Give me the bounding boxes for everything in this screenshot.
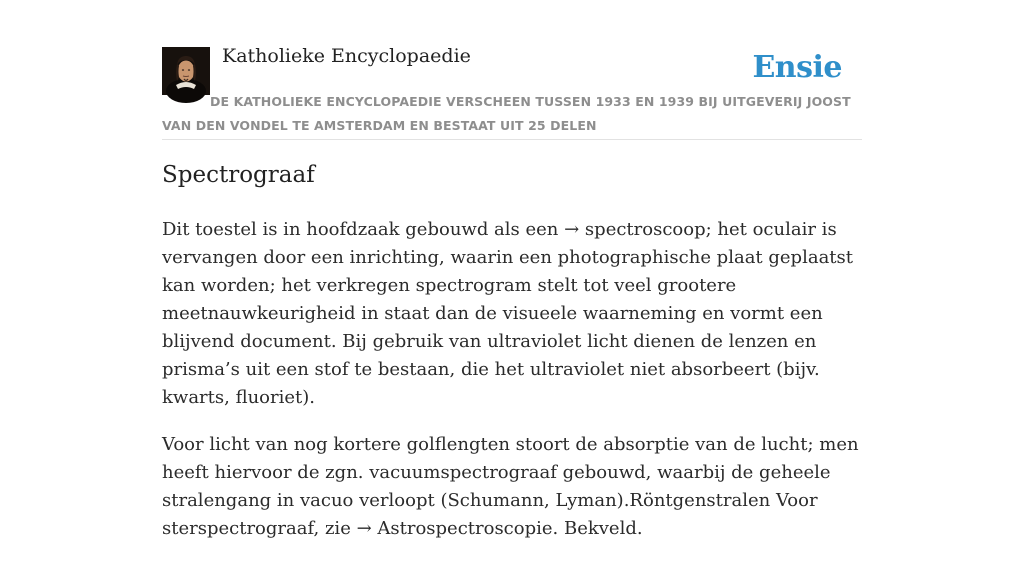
ensie-logo[interactable]: Ensie: [752, 50, 842, 85]
publication-header: [162, 0, 862, 140]
article-paragraph: Dit toestel is in hoofdzaak gebouwd als een → spectroscoop; het oculair is vervangen door een inrichting, waarin een photographische plaat geplaatst kan worden; het verkregen spectrogram stelt tot veel grootere meetnauwkeurigheid in staat dan de visueele waarneming en vormt een blijvend document. Bij gebruik van ultraviolet licht dienen de lenzen en prisma’s uit een stof te bestaan, die het ultraviolet niet absorbeert (bijv. kwarts, fluoriet).: [162, 219, 854, 408]
content-column: [162, 0, 862, 539]
article-paragraph: Voor licht van nog kortere golflengten stoort de absorptie van de lucht; men heeft hiervoor de zgn. vacuumspectrograaf gebouwd, waarbij de geheele stralengang in vacuo verloopt (Schumann, Lyman).Röntgenstralen Voor sterspectrograaf, zie → Astrospectroscopie. Bekveld.: [162, 434, 859, 539]
article-body: [162, 216, 862, 562]
article-title: Spectrograaf: [162, 162, 315, 188]
publication-description: DE KATHOLIEKE ENCYCLOPAEDIE VERSCHEEN TUSSEN 1933 EN 1939 BIJ UITGEVERIJ JOOST VAN DEN VONDEL TE AMSTERDAM EN BESTAAT UIT 25 DELEN: [162, 94, 851, 133]
publication-title[interactable]: Katholieke Encyclopaedie: [222, 45, 471, 67]
portrait-avatar-icon[interactable]: [162, 47, 210, 95]
